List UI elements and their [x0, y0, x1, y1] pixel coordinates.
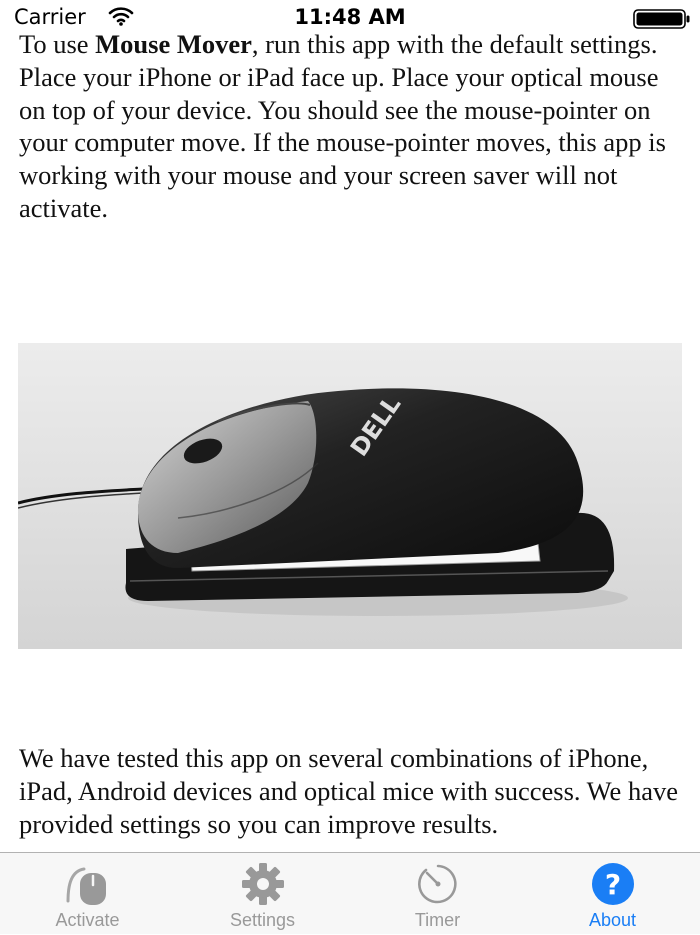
battery-icon	[633, 9, 691, 29]
tab-timer-label: Timer	[414, 910, 461, 930]
tab-about-label: About	[588, 910, 637, 930]
brand-logo: DELL	[344, 390, 407, 462]
tab-settings[interactable]	[175, 853, 350, 935]
tab-bar	[0, 852, 700, 934]
question-icon	[589, 861, 637, 907]
tab-settings-label: Settings	[229, 910, 296, 930]
status-time: 11:48 AM	[294, 5, 406, 29]
tab-activate[interactable]	[0, 853, 175, 935]
carrier-label: Carrier	[14, 5, 86, 29]
intro-paragraph	[19, 28, 689, 225]
tab-timer[interactable]	[350, 853, 525, 935]
mouse-on-phone-photo	[18, 343, 682, 649]
about-content[interactable]	[0, 28, 700, 852]
timer-icon	[414, 861, 462, 907]
intro-text-rest: , run this app with the default settings. Place your iPhone or iPad face up. Place your optical mouse on top of your device. You should see the mouse-pointer on your computer move. If the mouse-pointer moves, this app is working with your mouse and your screen saver will not activate.	[19, 29, 666, 223]
intro-text-start: To use	[19, 29, 96, 59]
svg-text:?: ?	[604, 868, 621, 901]
gear-icon	[239, 861, 287, 907]
tab-about[interactable]	[525, 853, 700, 935]
mouse-icon	[58, 861, 118, 907]
tested-paragraph: We have tested this app on several combinations of iPhone, iPad, Android devices and optical mice with success. We have provided settings so you can improve results.	[19, 743, 678, 839]
app-name: Mouse Mover	[95, 29, 252, 59]
tab-activate-label: Activate	[55, 910, 120, 930]
